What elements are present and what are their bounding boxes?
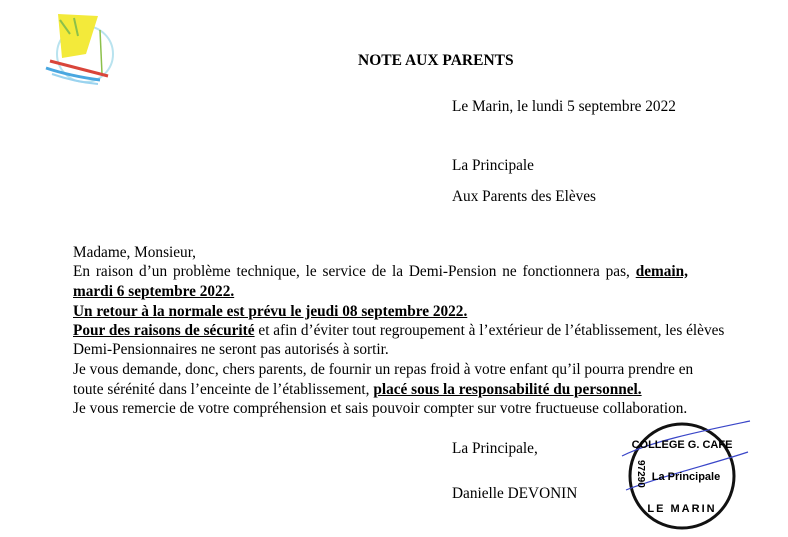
signature-name: Danielle DEVONIN [452,485,578,502]
security-emphasis: Pour des raisons de sécurité [73,322,255,339]
paragraph-1-emphasis: demain, [635,263,688,280]
salutation: Madame, Monsieur, [73,244,197,261]
responsibility-emphasis: placé sous la responsabilité du personnel. [373,381,642,398]
paragraph-1-line-2 [73,282,688,301]
stamp-left-text: 97290 [635,460,646,488]
stamp-center-text: La Principale [651,471,721,483]
stamp-top-text: COLLEGE G. CAFE [631,439,733,451]
paragraph-5: Je vous remercie de votre compréhension et sais pouvoir compter sur votre fructueuse collaboration. [73,400,688,417]
paragraph-2 [73,302,688,321]
paragraph-3-line-1 [73,321,725,340]
school-stamp [612,416,752,534]
paragraph-4-line-1: Je vous demande, donc, chers parents, de fournir un repas froid à votre enfant qu’il pourra prendre en [73,361,694,378]
stamp-bottom-text: LE MARIN [647,503,717,515]
paragraph-4-text: toute sérénité dans l’enceinte de l’établissement, [73,381,374,398]
return-notice: Un retour à la normale est prévu le jeudi 08 septembre 2022. [73,303,468,320]
paragraph-3-line-2: Demi-Pensionnaires ne seront pas autorisés à sortir. [73,341,389,358]
school-logo [40,6,120,86]
signature-role: La Principale, [452,440,538,457]
sender: La Principale [452,157,534,174]
date-line: Le Marin, le lundi 5 septembre 2022 [452,98,676,115]
paragraph-4-line-2 [73,380,688,399]
recipient: Aux Parents des Elèves [452,188,597,205]
paragraph-3-text: et afin d’éviter tout regroupement à l’extérieur de l’établissement, les élèves [254,322,725,339]
paragraph-1-line-1 [73,262,688,281]
page-title: NOTE AUX PARENTS [358,52,514,69]
paragraph-1-text: En raison d’un problème technique, le service de la Demi-Pension ne fonctionnera pas, [73,263,636,280]
paragraph-1-date: mardi 6 septembre 2022. [73,283,235,300]
